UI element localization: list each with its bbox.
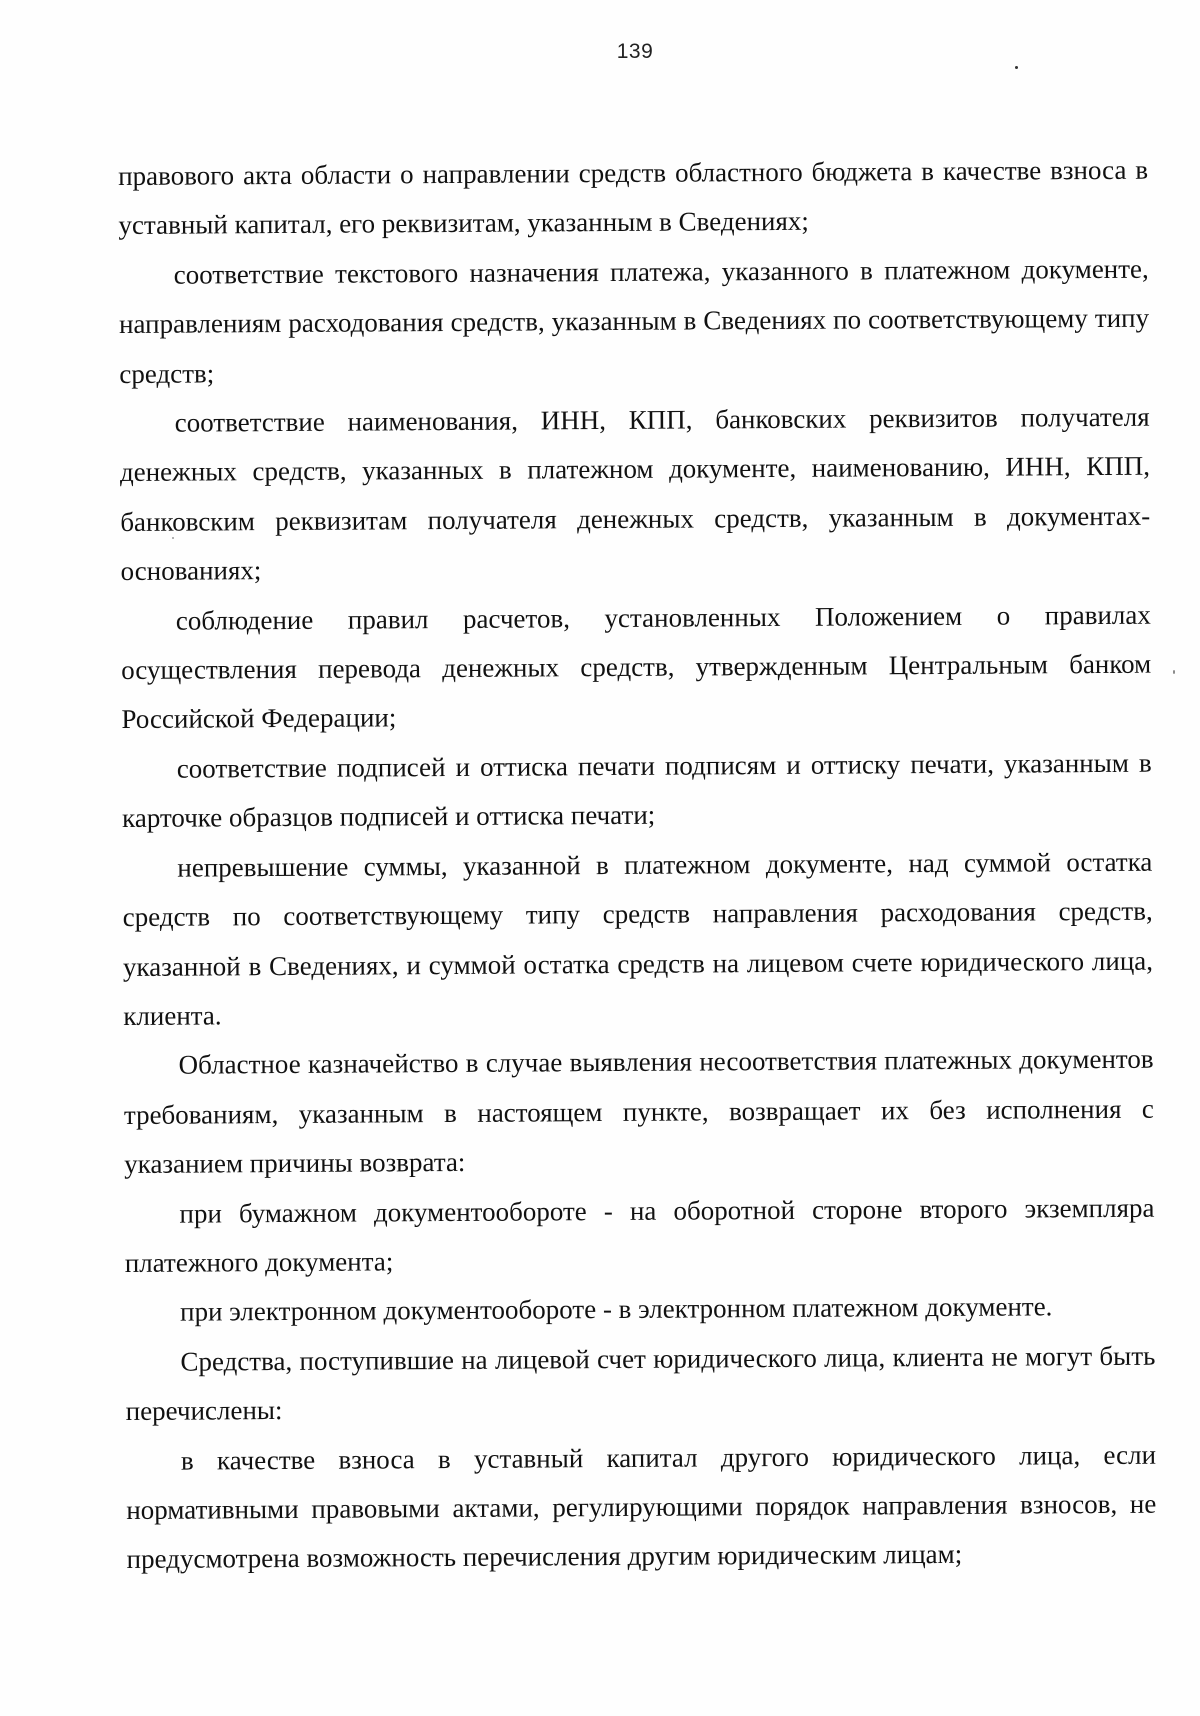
- paragraph-treasury-return: Областное казначейство в случае выявления несоответствия платежных документов требованиям, указанным в настоящем пункте, возвращает их без исполнения с указанием причины возврата:: [123, 1044, 1154, 1180]
- page-number: 139: [616, 40, 654, 63]
- paragraph-payment-purpose-check: соответствие текстового назначения платежа, указанного в платежном документе, направлениям расходования средств, указанным в Сведениях по соответствующему типу средств;: [118, 253, 1150, 389]
- scan-speck: [1015, 66, 1018, 69]
- paragraph-funds-restriction: Средства, поступившие на лицевой счет юридического лица, клиента не могут быть перечислены:: [125, 1340, 1156, 1427]
- paragraph-paper-workflow: при бумажном документообороте - на оборотной стороне второго экземпляра платежного документа;: [124, 1192, 1155, 1278]
- paragraph-signature-check: соответствие подписей и оттиска печати подписям и оттиску печати, указанным в карточке образцов подписей и оттиска печати;: [121, 747, 1152, 834]
- paragraph-balance-check: непревышение суммы, указанной в платежном документе, над суммой остатка средств по соответствующему типу средств направления расходования средств, указанной в Сведениях, и суммой остатка средств на лицевом счете юридического лица, клиента.: [122, 846, 1154, 1031]
- document-body: [118, 146, 1157, 1585]
- paragraph-recipient-details-check: соответствие наименования, ИНН, КПП, банковских реквизитов получателя денежных средств, указанных в платежном документе, наименованию, ИНН, КПП, банковским реквизитам получателя денежных средств, указанным в документах-основаниях;: [119, 401, 1151, 587]
- paragraph-continuation: правового акта области о направлении средств областного бюджета в качестве взноса в уставный капитал, его реквизитам, указанным в Сведениях;: [118, 154, 1149, 241]
- scan-speck: [1173, 670, 1175, 674]
- paragraph-settlement-rules-check: соблюдение правил расчетов, установленных Положением о правилах осуществления перевода денежных средств, утвержденным Центральным банком Российской Федерации;: [121, 599, 1152, 735]
- paragraph-electronic-workflow: при электронном документообороте - в электронном платежном документе.: [179, 1291, 1053, 1327]
- paragraph-capital-contribution: в качестве взноса в уставный капитал другого юридического лица, если нормативными правовыми актами, регулирующими порядок направления взносов, не предусмотрена возможность перечисления другим юридическим лицам;: [126, 1439, 1157, 1575]
